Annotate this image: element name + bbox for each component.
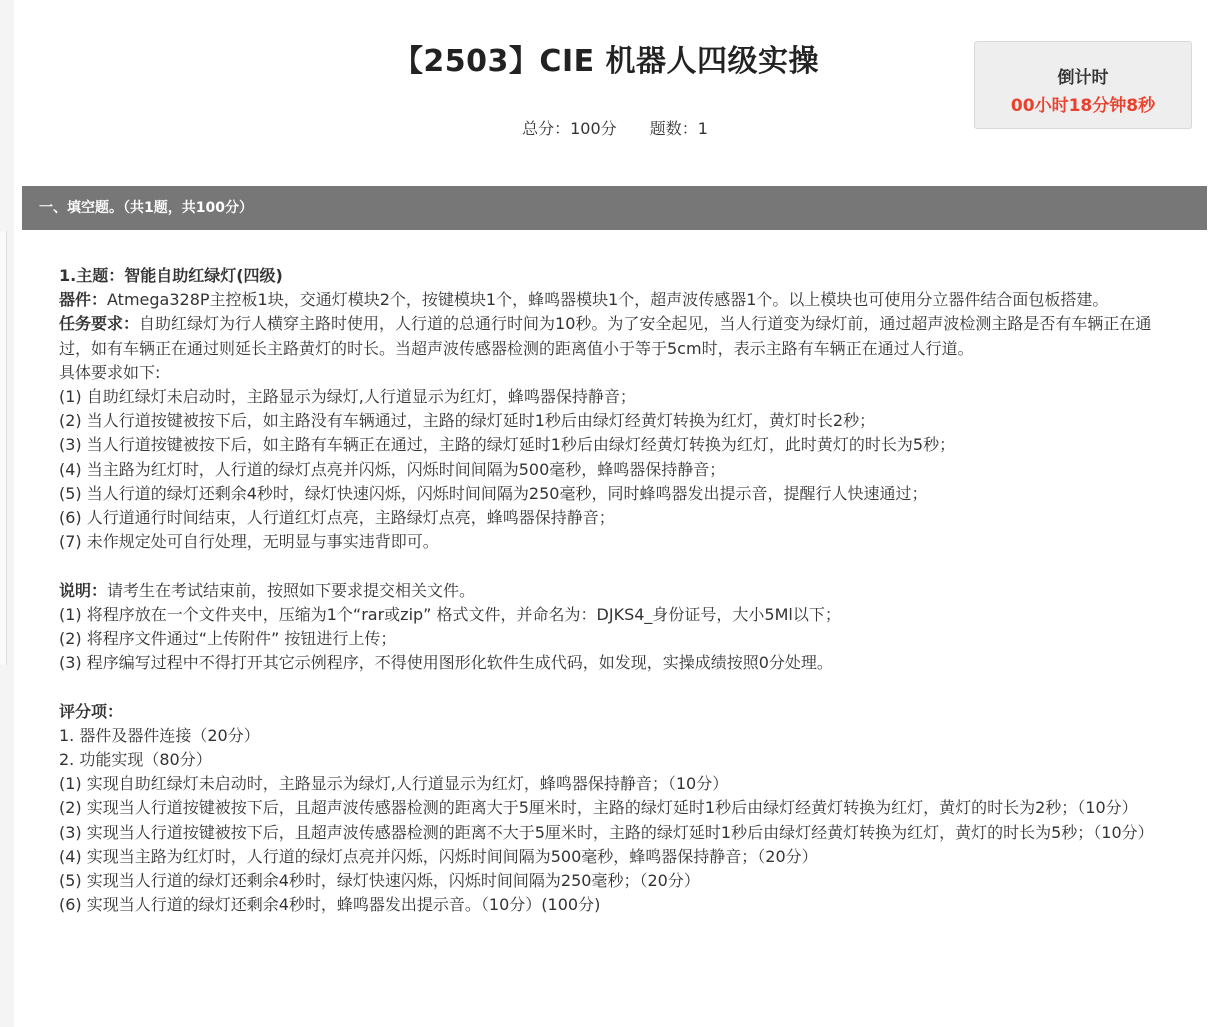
side-panel-edge (0, 231, 7, 665)
scoring-item: (2) 实现当人行道按键被按下后，且超声波传感器检测的距离大于5厘米时，主路的绿灯延时1秒后由绿灯经黄灯转换为红灯，黄灯的时长为2秒；（10分） (59, 798, 1138, 818)
equipment-label: 器件： (59, 290, 108, 310)
requirement-item: (2) 当人行道按键被按下后，如主路没有车辆通过，主路的绿灯延时1秒后由绿灯经黄灯转换为红灯，黄灯时长2秒； (59, 411, 876, 431)
countdown-box (974, 41, 1192, 129)
scoring-item: (5) 实现当人行道的绿灯还剩余4秒时，绿灯快速闪烁，闪烁时间间隔为250毫秒；（20分） (59, 871, 700, 891)
countdown-value: 00小时18分钟8秒 (1010, 96, 1156, 116)
scoring-item: (3) 实现当人行道按键被按下后，且超声波传感器检测的距离不大于5厘米时，主路的绿灯延时1秒后由绿灯经黄灯转换为红灯，黄灯的时长为5秒；（10分） (59, 822, 1154, 842)
notes-line (59, 579, 1179, 603)
requirement-item: (5) 当人行道的绿灯还剩余4秒时，绿灯快速闪烁，闪烁时间间隔为250毫秒，同时蜂鸣器发出提示音，提醒行人快速通过； (59, 483, 928, 503)
requirement-item: (1) 自助红绿灯未启动时，主路显示为绿灯,人行道显示为红灯，蜂鸣器保持静音； (59, 387, 636, 407)
requirement-item: (4) 当主路为红灯时，人行道的绿灯点亮并闪烁，闪烁时间间隔为500毫秒，蜂鸣器保持静音； (59, 459, 726, 479)
question-topic: 1.主题：智能自助红绿灯(四级) (59, 266, 283, 285)
task-text: 自助红绿灯为行人横穿主路时使用，人行道的总通行时间为10秒。为了安全起见，当人行道变为绿灯前，通过超声波检测主路是否有车辆正在通过，如有车辆正在通过则延长主路黄灯的时长。当超声波传感器检测的距离值小于等于5cm时，表示主路有车辆正在通过人行道。 (59, 314, 1152, 358)
spacer (59, 554, 1179, 578)
scoring-item: (1) 实现自助红绿灯未启动时，主路显示为绿灯,人行道显示为红灯，蜂鸣器保持静音；（10分） (59, 774, 729, 794)
section-header: 一、填空题。（共1题，共100分） (22, 186, 1207, 230)
question-content (59, 264, 1179, 917)
scoring-item: (6) 实现当人行道的绿灯还剩余4秒时，蜂鸣器发出提示音。（10分）(100分) (59, 895, 601, 915)
scoring-item: 2. 功能实现（80分） (59, 750, 212, 770)
equipment-line (59, 288, 1179, 312)
scoring-item: 1. 器件及器件连接（20分） (59, 725, 260, 745)
note-item: (1) 将程序放在一个文件夹中，压缩为1个“rar或zip” 格式文件，并命名为：DJKS4_身份证号，大小5Ml以下； (59, 604, 841, 624)
scoring-label: 评分项： (59, 701, 124, 721)
requirement-item: (7) 未作规定处可自行处理，无明显与事实违背即可。 (59, 532, 439, 552)
exam-title: 【2503】CIE 机器人四级实操 (392, 44, 820, 79)
equipment-text: Atmega328P主控板1块，交通灯模块2个，按键模块1个，蜂鸣器模块1个，超声波传感器1个。以上模块也可使用分立器件结合面包板搭建。 (107, 290, 1109, 310)
task-line (59, 312, 1179, 360)
total-score: 总分：100分 (522, 119, 617, 138)
requirements-intro: 具体要求如下: (59, 362, 161, 382)
requirement-item: (6) 人行道通行时间结束，人行道红灯点亮，主路绿灯点亮，蜂鸣器保持静音； (59, 508, 615, 528)
spacer (59, 675, 1179, 699)
note-item: (2) 将程序文件通过“上传附件” 按钮进行上传； (59, 629, 397, 649)
question-count: 题数：1 (649, 119, 708, 138)
requirement-item: (3) 当人行道按键被按下后，如主路有车辆正在通过，主路的绿灯延时1秒后由绿灯经黄灯转换为红灯，此时黄灯的时长为5秒； (59, 435, 956, 455)
countdown-label: 倒计时 (1057, 68, 1109, 88)
task-label: 任务要求： (59, 314, 140, 334)
notes-text: 请考生在考试结束前，按照如下要求提交相关文件。 (107, 580, 476, 600)
note-item: (3) 程序编写过程中不得打开其它示例程序，不得使用图形化软件生成代码，如发现，实操成绩按照0分处理。 (59, 653, 833, 673)
notes-label: 说明： (59, 580, 108, 600)
scoring-item: (4) 实现当主路为红灯时，人行道的绿灯点亮并闪烁，闪烁时间间隔为500毫秒，蜂鸣器保持静音；（20分） (59, 846, 818, 866)
